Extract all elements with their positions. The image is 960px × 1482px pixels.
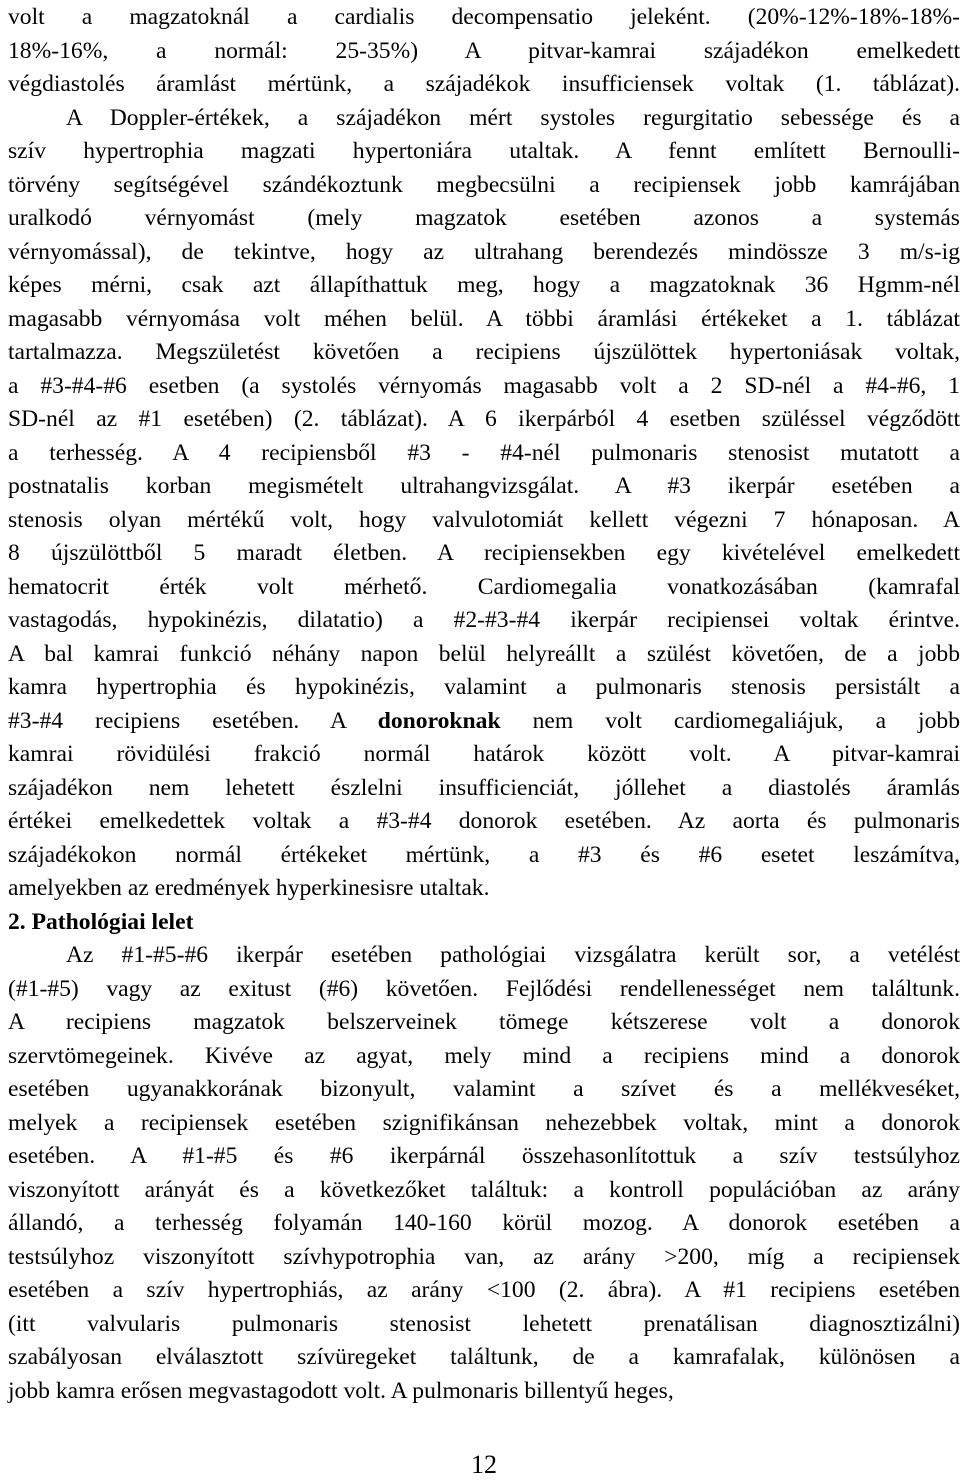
paragraph-line: magasabb vérnyomása volt méhen belül. A többi áramlási értékeket a 1. táblázat <box>8 305 960 332</box>
paragraph-line: tartalmazza. Megszületést követően a recipiens újszülöttek hypertoniásak voltak, <box>8 339 960 365</box>
paragraph-line: törvény segítségével szándékoztunk megbecsülni a recipiensek jobb kamrájában <box>8 171 960 198</box>
paragraph-line: melyek a recipiensek esetében szignifikánsan nehezebbek voltak, mint a donorok <box>8 1109 960 1136</box>
paragraph-line: kamrai rövidülési frakció normál határok között volt. A pitvar-kamrai <box>8 741 960 767</box>
paragraph-line: képes mérni, csak azt állapíthattuk meg, hogy a magzatoknak 36 Hgmm-nél <box>8 272 960 298</box>
paragraph-line: (itt valvularis pulmonaris stenosist lehetett prenatálisan diagnosztizálni) <box>8 1310 960 1337</box>
paragraph-line: (#1-#5) vagy az exitust (#6) követően. Fejlődési rendellenességet nem találtunk. <box>8 975 960 1002</box>
bold-term-donoroknak: donoroknak <box>377 707 501 734</box>
paragraph-line: a #3-#4-#6 esetben (a systolés vérnyomás magasabb volt a 2 SD-nél a #4-#6, 1 <box>8 372 960 399</box>
paragraph-line: állandó, a terhesség folyamán 140-160 körül mozog. A donorok esetében a <box>8 1210 960 1236</box>
document-page <box>8 0 960 1482</box>
paragraph-line: testsúlyhoz viszonyított szívhypotrophia van, az arány >200, míg a recipiensek <box>8 1243 960 1270</box>
page-number: 12 <box>471 1450 497 1479</box>
paragraph-line: szervtömegeinek. Kivéve az agyat, mely mind a recipiens mind a donorok <box>8 1042 960 1069</box>
paragraph-line: végdiastolés áramlást mértünk, a szájadékok insufficiensek voltak (1. táblázat). <box>8 71 960 97</box>
paragraph-line: postnatalis korban megismételt ultrahangvizsgálat. A #3 ikerpár esetében a <box>8 473 960 499</box>
paragraph-line: vérnyomással), de tekintve, hogy az ultrahang berendezés mindössze 3 m/s-ig <box>8 238 960 265</box>
paragraph-line: A bal kamrai funkció néhány napon belül helyreállt a szülést követően, de a jobb <box>8 640 960 667</box>
paragraph-line: 8 újszülöttből 5 maradt életben. A recipiensekben egy kivételével emelkedett <box>8 540 960 566</box>
paragraph-line: A recipiens magzatok belszerveinek tömege kétszerese volt a donorok <box>8 1009 960 1035</box>
paragraph-line: volt a magzatoknál a cardialis decompensatio jeleként. (20%-12%-18%-18%- <box>8 4 960 30</box>
paragraph-line: stenosis olyan mértékű volt, hogy valvulotomiát kellett végezni 7 hónaposan. A <box>8 506 960 533</box>
paragraph-line: A Doppler-értékek, a szájadékon mért systoles regurgitatio sebessége és a <box>66 104 960 131</box>
paragraph-line: vastagodás, hypokinézis, dilatatio) a #2-#3-#4 ikerpár recipiensei voltak érintve. <box>8 607 960 633</box>
paragraph-line: szájadékokon normál értékeket mértünk, a #3 és #6 esetet leszámítva, <box>8 841 960 868</box>
line-text: #3-#4 recipiens esetében. A <box>8 707 378 734</box>
line-text: nem volt cardiomegaliájuk, a jobb <box>500 707 960 734</box>
paragraph-line: jobb kamra erősen megvastagodott volt. A pulmonaris billentyű heges, <box>8 1377 674 1404</box>
paragraph-line: szabályosan elválasztott szívüregeket találtunk, de a kamrafalak, különösen a <box>8 1344 960 1370</box>
paragraph-line: hematocrit érték volt mérhető. Cardiomegalia vonatkozásában (kamrafal <box>8 573 960 600</box>
section-heading: 2. Pathológiai lelet <box>8 908 194 935</box>
paragraph-line: esetében. A #1-#5 és #6 ikerpárnál összehasonlítottuk a szív testsúlyhoz <box>8 1143 960 1169</box>
paragraph-line: viszonyított arányát és a következőket találtuk: a kontroll populációban az arány <box>8 1176 960 1203</box>
paragraph-line <box>8 704 960 738</box>
paragraph-line: szív hypertrophia magzati hypertoniára utaltak. A fennt említett Bernoulli- <box>8 138 960 164</box>
paragraph-line: SD-nél az #1 esetében) (2. táblázat). A 6 ikerpárból 4 esetben szüléssel végződött <box>8 406 960 432</box>
paragraph-line: uralkodó vérnyomást (mely magzatok esetében azonos a systemás <box>8 205 960 231</box>
paragraph-line: kamra hypertrophia és hypokinézis, valamint a pulmonaris stenosis persistált a <box>8 674 960 700</box>
paragraph-line: esetében a szív hypertrophiás, az arány <100 (2. ábra). A #1 recipiens esetében <box>8 1277 960 1303</box>
paragraph-line: értékei emelkedettek voltak a #3-#4 donorok esetében. Az aorta és pulmonaris <box>8 808 960 834</box>
paragraph-line: szájadékon nem lehetett észlelni insufficienciát, jóllehet a diastolés áramlás <box>8 774 960 801</box>
paragraph-line: amelyekben az eredmények hyperkinesisre utaltak. <box>8 875 490 901</box>
paragraph-line: a terhesség. A 4 recipiensből #3 - #4-nél pulmonaris stenosist mutatott a <box>8 439 960 466</box>
paragraph-line: 18%-16%, a normál: 25-35%) A pitvar-kamrai szájadékon emelkedett <box>8 37 960 64</box>
paragraph-line: Az #1-#5-#6 ikerpár esetében pathológiai vizsgálatra került sor, a vetélést <box>66 942 960 968</box>
paragraph-line: esetében ugyanakkorának bizonyult, valamint a szívet és a mellékveséket, <box>8 1076 960 1102</box>
